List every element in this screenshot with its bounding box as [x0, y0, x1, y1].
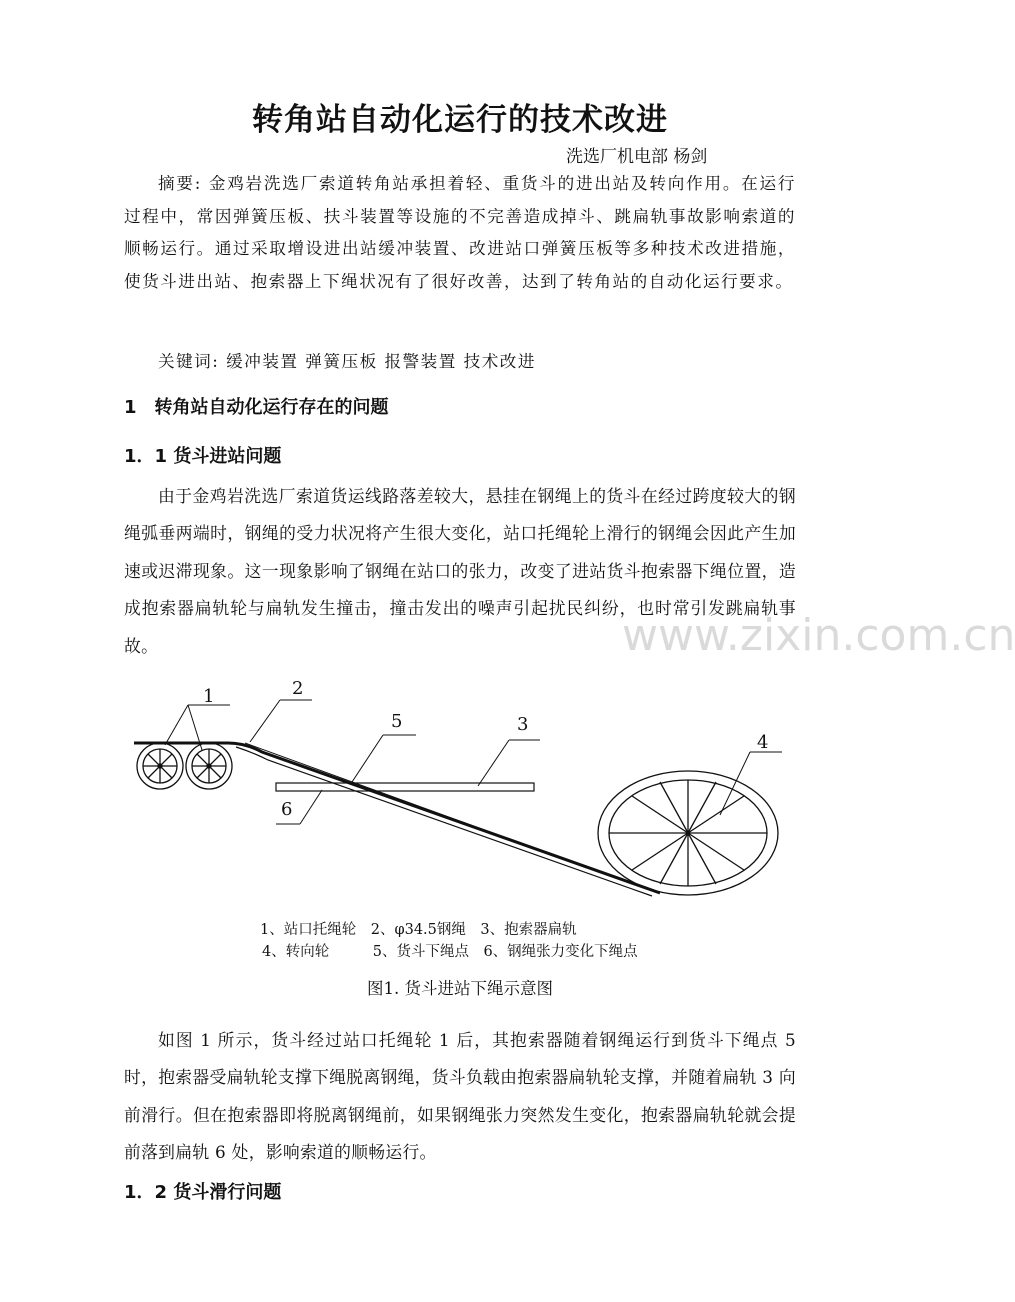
author-line: 洗选厂机电部 杨剑	[566, 147, 708, 167]
turning-wheel	[598, 771, 778, 895]
figure-caption-line-1: 1、站口托绳轮 2、φ34.5钢绳 3、抱索器扁轨	[260, 922, 577, 938]
flat-rail	[276, 783, 534, 791]
section-heading-1-1: 1．1 货斗进站问题	[124, 446, 282, 467]
descending-cable-lower	[236, 747, 652, 896]
label-6: 6	[281, 799, 293, 820]
abstract-paragraph: 摘要: 金鸡岩洗选厂索道转角站承担着轻、重货斗的进出站及转向作用。在运行过程中，常因弹簧压板、扶斗装置等设施的不完善造成掉斗、跳扁轨事故影响索道的顺畅运行。通过采取增设进出站缓冲装置、改进站口弹簧压板等多种技术改进措施，使货斗进出站、抱索器上下绳状况有了很好改善，达到了转角站的自动化运行要求。	[124, 174, 796, 291]
label-4: 4	[757, 732, 769, 753]
section-heading-1-2: 1．2 货斗滑行问题	[124, 1182, 282, 1203]
section-heading-1: 1 转角站自动化运行存在的问题	[124, 397, 389, 418]
watermark: www.zixin.com.cn	[622, 610, 1015, 661]
figure-title: 图1. 货斗进站下绳示意图	[367, 979, 553, 998]
keywords-line: 关键词: 缓冲装置 弹簧压板 报警装置 技术改进	[158, 352, 536, 371]
figure-caption-line-2: 4、转向轮 5、货斗下绳点 6、钢绳张力变化下绳点	[262, 944, 638, 960]
cable-inner-line	[245, 743, 658, 893]
label-2: 2	[292, 678, 304, 699]
document-title: 转角站自动化运行的技术改进	[252, 102, 668, 138]
label-1: 1	[203, 686, 215, 707]
support-pulley-right	[186, 743, 232, 789]
support-pulley-left	[137, 743, 183, 789]
body-paragraph-1: 由于金鸡岩洗选厂索道货运线路落差较大，悬挂在钢绳上的货斗在经过跨度较大的钢绳弧垂两端时，钢绳的受力状况将产生很大变化，站口托绳轮上滑行的钢绳会因此产生加速或迟滞现象。这一现象影响了钢绳在站口的张力，改变了进站货斗抱索器下绳位置，造成抱索器扁轨轮与扁轨发生撞击，撞击发出的噪声引起扰民纠纷，也时常引发跳扁轨事故。	[124, 486, 796, 656]
body-paragraph-2: 如图 1 所示，货斗经过站口托绳轮 1 后，其抱索器随着钢绳运行到货斗下绳点 5 时，抱索器受扁轨轮支撑下绳脱离钢绳，货斗负载由抱索器扁轨轮支撑，并随着扁轨 3 向前滑行。但在抱索器即将脱离钢绳前，如果钢绳张力突然发生变化，抱索器扁轨轮就会提前落到扁轨 6 处，影响索道的顺畅运行。	[124, 1030, 796, 1163]
label-3: 3	[517, 714, 529, 735]
label-5: 5	[391, 711, 403, 732]
